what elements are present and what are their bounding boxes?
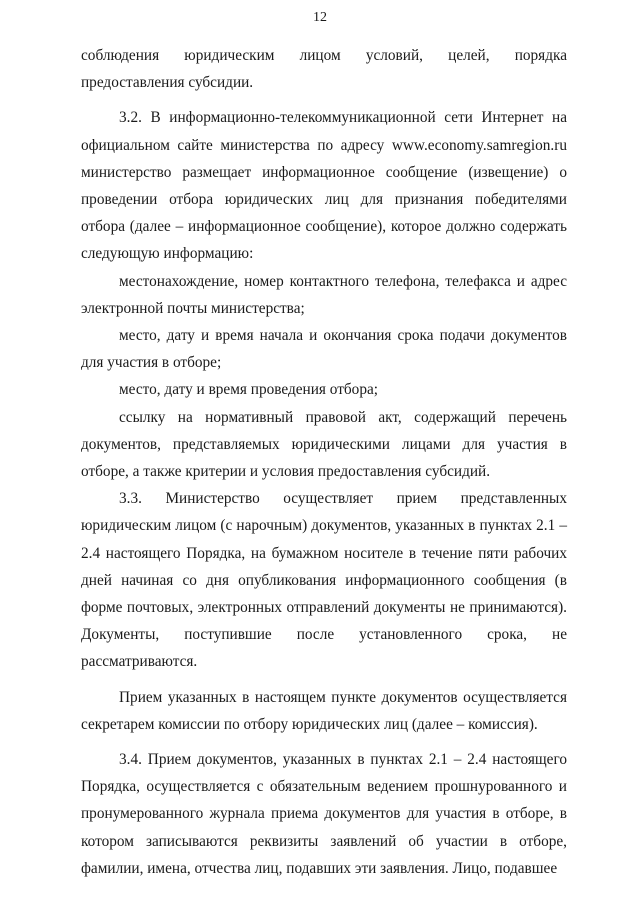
paragraph-3-2: 3.2. В информационно-телекоммуникационной сети Интернет на официальном сайте министерства по адресу www.economy.samregion.ru министерство размещает информационное сообщение (извещение) о проведении отбора юридических лиц для признания победителями отбора (далее – информационное сообщение), которое должно содержать следующую информацию: [81, 109, 567, 263]
paragraph-continuation: соблюдения юридическим лицом условий, целей, порядка предоставления субсидии. [81, 47, 567, 92]
document-body [81, 42, 567, 882]
list-item-location: местонахождение, номер контактного телефона, телефакса и адрес электронной почты министерства; [81, 272, 567, 317]
paragraph-3-3: 3.3. Министерство осуществляет прием представленных юридическим лицом (с нарочным) документов, указанных в пунктах 2.1 – 2.4 настоящего Порядка, на бумажном носителе в течение пяти рабочих дней начиная со дня опубликования информационного сообщения (в форме почтовых, электронных отправлений документы не принимаются). Документы, поступившие после установленного срока, не рассматриваются. [81, 490, 567, 671]
list-item-submission-dates: место, дату и время начала и окончания срока подачи документов для участия в отборе; [81, 327, 567, 372]
list-item-selection-date: место, дату и время проведения отбора; [119, 381, 379, 399]
paragraph-3-4: 3.4. Прием документов, указанных в пунктах 2.1 – 2.4 настоящего Порядка, осуществляется с обязательным ведением прошнурованного и пронумерованного журнала приема документов для участия в отборе, в котором записываются реквизиты заявлений об участии в отборе, фамилии, имена, отчества лиц, подавших эти заявления. Лицо, подавшее [81, 751, 567, 877]
page-number: 12 [313, 10, 327, 25]
list-item-legal-act-link: ссылку на нормативный правовой акт, содержащий перечень документов, представляемых юридическими лицами для участия в отборе, а также критерии и условия предоставления субсидий. [81, 408, 567, 481]
paragraph-acceptance: Прием указанных в настоящем пункте документов осуществляется секретарем комиссии по отбору юридических лиц (далее – комиссия). [81, 688, 567, 733]
